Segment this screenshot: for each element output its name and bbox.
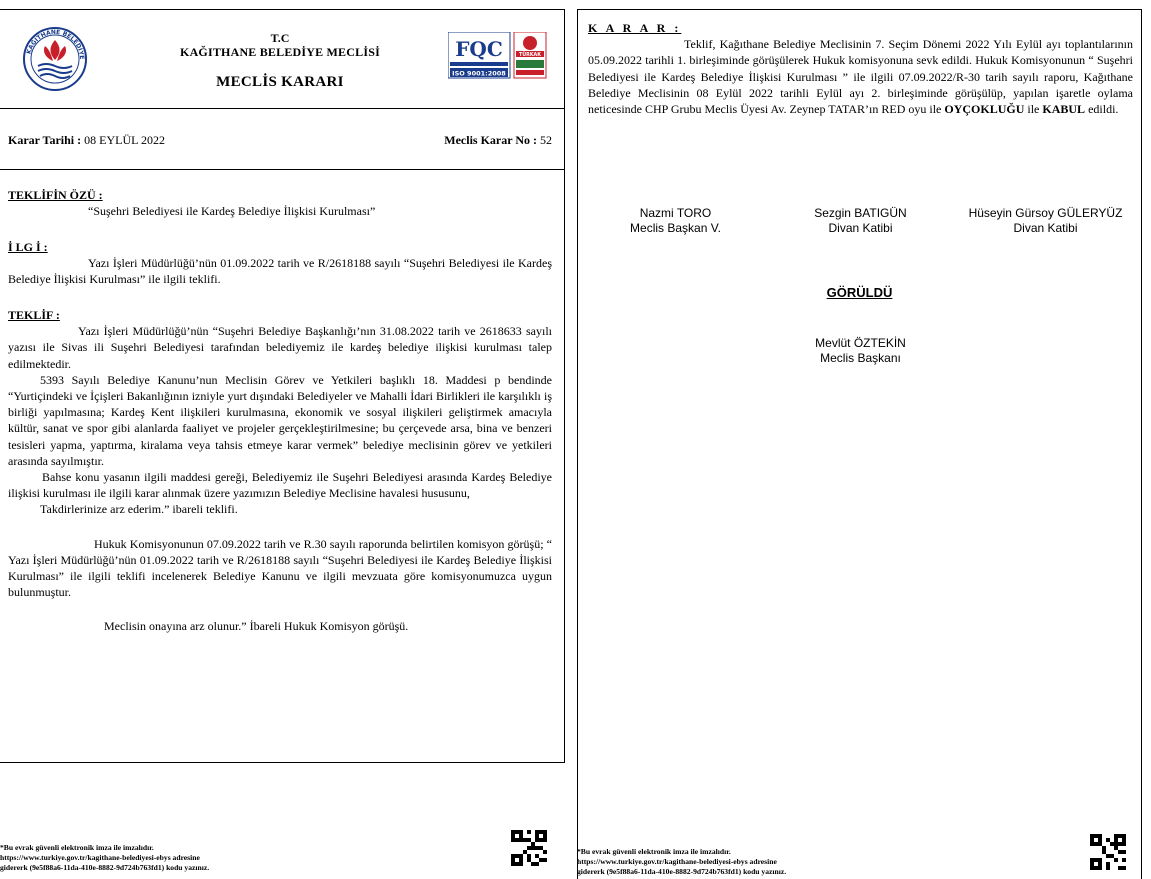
section-heading: TEKLİFİN ÖZÜ : bbox=[8, 188, 103, 202]
section-heading: İ LG İ : bbox=[8, 240, 48, 254]
goruldu-label: GÖRÜLDÜ bbox=[826, 285, 893, 300]
tc-label: T.C bbox=[270, 31, 290, 45]
decision-page-1 bbox=[0, 9, 565, 763]
kagithane-logo bbox=[16, 26, 94, 92]
signer-name: Sezgin BATIGÜN bbox=[814, 206, 907, 220]
e-signature-note-right: *Bu evrak güvenli elektronik imza ile imzalıdır. https://www.turkiye.gov.tr/kagithane-belediyesi-ebys adresine gidererk (9e5f88a6-11da-410e-8882-9d724b763fd1) kodu yazınız. bbox=[577, 847, 787, 876]
document-title bbox=[150, 32, 410, 91]
decision-date: Karar Tarihi : 08 EYLÜL 2022 bbox=[8, 133, 166, 147]
meta-divider bbox=[0, 169, 564, 170]
decision-number: Meclis Karar No : 52 bbox=[444, 133, 552, 147]
section-text: “Suşehri Belediyesi ile Kardeş Belediye İlişkisi Kurulması” bbox=[88, 204, 376, 219]
fqc-certificate-logo bbox=[448, 32, 548, 80]
paragraph: Takdirlerinize arz ederim.” ibareli teklifi. bbox=[40, 502, 238, 517]
qr-code-right bbox=[1090, 834, 1126, 870]
paragraph: 5393 Sayılı Belediye Kanunu’nun Meclisin Görev ve Yetkileri başlıklı 18. Maddesi p bendinde “Yurtiçindeki ve İçişleri Bakanlığının izniyle yurt dışındaki Belediyeler ve Mahalli İdari Birlikleri ile karşılıklı iş birliği yapılmasına; Kardeş Kent ilişkileri kurulmasına, ekonomik ve sosyal ilişkileri geliştirmek amacıyla kültür, sanat ve spor gibi alanlarda faaliyet ve projeler gerçekleştirilmesine; bu çerçevede arsa, bina ve benzeri tesisleri yapma, yaptırma, kiralama veya tahsis etmeye karar vermek” belediye meclisinin görev ve yetkileri arasında sayılmıştır. bbox=[8, 372, 552, 468]
signer-role: Meclis Başkan V. bbox=[630, 221, 721, 235]
svg-text:KAĞITHANE BELEDİYESİ: KAĞITHANE BELEDİYE bbox=[25, 28, 86, 60]
decision-page-2 bbox=[577, 9, 1142, 879]
signer-role: Meclis Başkanı bbox=[820, 351, 901, 365]
section-heading: K A R A R : bbox=[588, 21, 682, 35]
signature-block bbox=[598, 206, 753, 236]
section-heading: TEKLİF : bbox=[8, 308, 60, 322]
signer-role: Divan Katibi bbox=[1013, 221, 1078, 235]
paragraph: Meclisin onayına arz olunur.” İbareli Hukuk Komisyon görüşü. bbox=[104, 619, 409, 634]
section-teklifin-ozu bbox=[8, 187, 552, 219]
signer-name: Mevlüt ÖZTEKİN bbox=[815, 336, 906, 350]
section-ilgi bbox=[8, 239, 552, 288]
decision-meta bbox=[8, 133, 552, 148]
signature-block bbox=[783, 206, 938, 236]
section-text: Yazı İşleri Müdürlüğü’nün 01.09.2022 tarih ve R/2618188 sayılı “Suşehri Belediyesi ile Kardeş Belediye İlişkisi Kurulması” ile ilgili teklifi. bbox=[8, 256, 552, 287]
qr-code-left bbox=[511, 830, 547, 866]
paragraph: Hukuk Komisyonunun 07.09.2022 tarih ve R.30 sayılı raporunda belirtilen komisyon görüşü; “ Yazı İşleri Müdürlüğü’nün 01.09.2022 tarih ve R/2618188 sayılı “Suşehri Belediyesi ile Kardeş Belediye İlişkisi Kurulması” ile ilgili teklifi incelenerek Belediye Kanunu ve ilgili mevzuata göre komisyonumuzca uygun bulunmuştur. bbox=[8, 536, 552, 600]
svg-text:FQC: FQC bbox=[455, 37, 503, 61]
karar-text: Teklif, Kağıthane Belediye Meclisinin 7. Seçim Dönemi 2022 Yılı Eylül ayı toplantılarının 05.09.2022 tarihli 1. birleşiminde görüşülerek Hukuk komisyonuna sevk edildi. Hukuk Komisyonunun “ Suşehri Belediyesi ile Kardeş Belediye İlişkisi Kurulması ” ile ilgili 07.09.2022/R-30 tarih sayılı raporu, Kağıthane Belediye Meclisinin 08 Eylül 2022 tarihli Eylül ayı 2. birleşiminde görüşülüp, yapılan işaretle oylama neticesinde CHP Grubu Meclis Üyesi Av. Zeynep TATAR’ın RED oyu ile OYÇOKLUĞU ile KABUL edildi. bbox=[588, 37, 1133, 117]
svg-text:ISO 9001:2008: ISO 9001:2008 bbox=[452, 69, 506, 78]
institution-name: KAĞITHANE BELEDİYE MECLİSİ bbox=[180, 45, 380, 59]
svg-text:TÜRKAK: TÜRKAK bbox=[518, 53, 542, 58]
signer-name: Nazmi TORO bbox=[639, 206, 712, 220]
paragraph: Bahse konu yasanın ilgili maddesi gereği, Belediyemiz ile Suşehri Belediyesi arasında Kardeş Belediye ilişkisi kurulması ile ilgili karar alınmak üzere yazımızın Belediye Meclisine havalesi hususunu, bbox=[8, 470, 552, 501]
section-karar bbox=[588, 20, 1133, 117]
section-teklif bbox=[8, 307, 552, 635]
signer-role: Divan Katibi bbox=[828, 221, 893, 235]
header-divider bbox=[0, 108, 564, 109]
president-signature bbox=[778, 336, 943, 366]
e-signature-note-left: *Bu evrak güvenli elektronik imza ile imzalıdır. https://www.turkiye.gov.tr/kagithane-belediyesi-ebys adresine gidererk (9e5f88a6-11da-410e-8882-9d724b763fd1) kodu yazınız. bbox=[0, 843, 210, 872]
document-type: MECLİS KARARI bbox=[216, 74, 344, 90]
paragraph: Yazı İşleri Müdürlüğü’nün “Suşehri Belediye Başkanlığı’nın 31.08.2022 tarih ve 2618633 sayılı yazısı ile Sivas ili Suşehri Belediyesi tarafından belediyemiz ile kardeş belediye ilişkisi kurulması talep edilmektedir. bbox=[8, 324, 552, 371]
signer-name: Hüseyin Gürsoy GÜLERYÜZ bbox=[968, 206, 1123, 220]
signature-block bbox=[953, 206, 1138, 236]
